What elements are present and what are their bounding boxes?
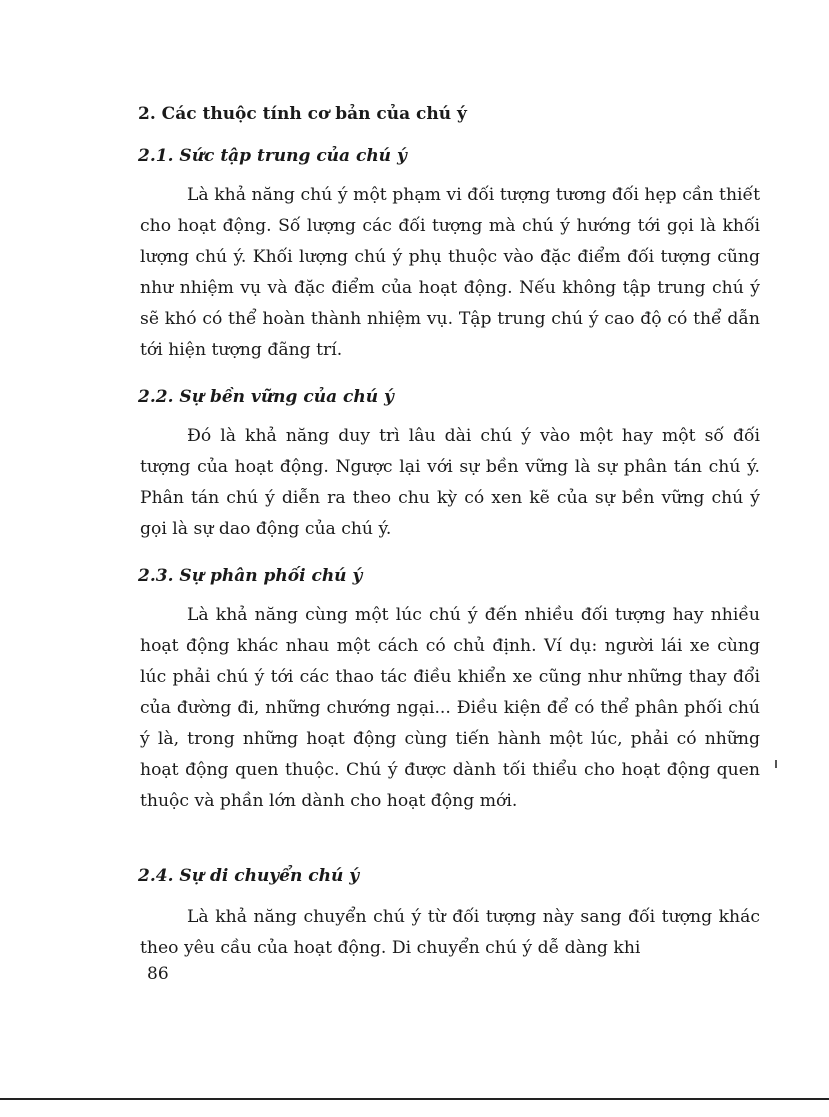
subsection-title-2-3: 2.3. Sự phân phối chú ý [138,566,363,586]
paragraph-2-1: Là khả năng chú ý một phạm vi đối tượng tương đối hẹp cần thiết cho hoạt động. Số lượng các đối tượng mà chú ý hướng tới gọi là khối lượng chú ý. Khối lượng chú ý phụ thuộc vào đặc điểm đối tượng cũng như nhiệm vụ và đặc điểm của hoạt động. Nếu không tập trung chú ý sẽ khó có thể hoàn thành nhiệm vụ. Tập trung chú ý cao độ có thể dẫn tới hiện tượng đãng trí. [140,185,760,360]
page-bottom-edge [0,1098,829,1100]
paragraph-2-4: Là khả năng chuyển chú ý từ đối tượng này sang đối tượng khác theo yêu cầu của hoạt động. Di chuyển chú ý dễ dàng khi [140,907,760,958]
page-number: 86 [147,964,169,984]
section-title: 2. Các thuộc tính cơ bản của chú ý [138,104,467,124]
subsection-title-2-2: 2.2. Sự bền vững của chú ý [138,387,394,407]
scan-speck [775,760,777,768]
subsection-title-2-1: 2.1. Sức tập trung của chú ý [138,146,407,166]
paragraph-2-2: Đó là khả năng duy trì lâu dài chú ý vào một hay một số đối tượng của hoạt động. Ngược lại với sự bền vững là sự phân tán chú ý. Phân tán chú ý diễn ra theo chu kỳ có xen kẽ của sự bền vững chú ý gọi là sự dao động của chú ý. [140,426,760,539]
paragraph-2-3: Là khả năng cùng một lúc chú ý đến nhiều đối tượng hay nhiều hoạt động khác nhau một cách có chủ định. Ví dụ: người lái xe cùng lúc phải chú ý tới các thao tác điều khiển xe cũng như những thay đổi của đường đi, những chướng ngại... Điều kiện để có thể phân phối chú ý là, trong những hoạt động cùng tiến hành một lúc, phải có những hoạt động quen thuộc. Chú ý được dành tối thiểu cho hoạt động quen thuộc và phần lớn dành cho hoạt động mới. [140,605,760,811]
subsection-title-2-4: 2.4. Sự di chuyển chú ý [138,866,360,886]
